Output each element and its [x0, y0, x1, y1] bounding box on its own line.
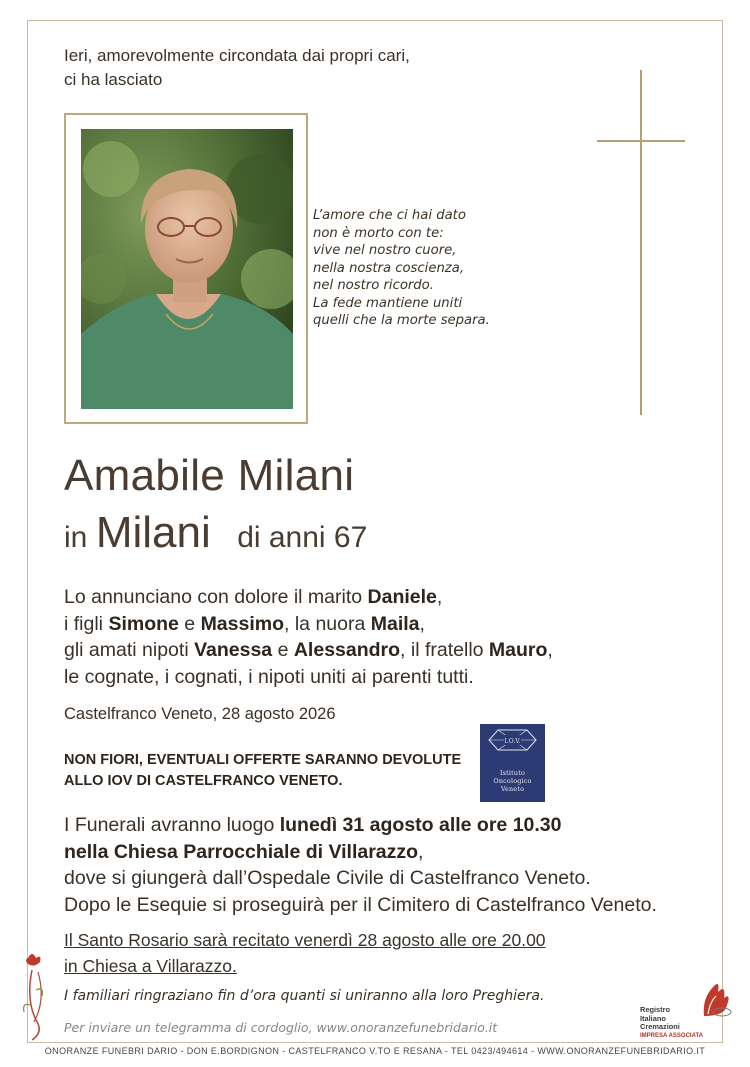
funeral-line-2: nella Chiesa Parrocchiale di Villarazzo, [64, 840, 424, 863]
funeral-church: nella Chiesa Parrocchiale di Villarazzo [64, 840, 419, 863]
age: di anni 67 [237, 521, 368, 554]
daughter-in-law-name: Maila [370, 612, 420, 635]
memorial-poem [313, 207, 490, 330]
in-word: in [64, 521, 88, 554]
funeral-line-4: Dopo le Esequie si proseguirà per il Cimitero di Castelfranco Veneto. [64, 893, 657, 916]
iov-line-1: Istituto [499, 769, 526, 777]
place-date: Castelfranco Veneto, 28 agosto 2026 [64, 705, 336, 723]
married-surname: Milani [95, 508, 211, 557]
deceased-name: Amabile Milani [64, 451, 355, 500]
iov-line-2: Oncologico [493, 777, 532, 785]
poem-line: quelli che la morte separa. [313, 313, 490, 328]
portrait-photo [81, 129, 293, 409]
announcement-line-2: i figli Simone e Massimo, la nuora Maila, [64, 612, 425, 635]
rit-logo [640, 978, 740, 1038]
cross-icon-horizontal [597, 140, 685, 142]
footer-text: ONORANZE FUNEBRI DARIO - DON E.BORDIGNON - CASTELFRANCO V.TO E RESANA - TEL 0423/494614 - WWW.ONORANZEFUNEBRIDARIO.IT [44, 1046, 706, 1056]
funeral-line-1: I Funerali avranno luogo lunedì 31 agosto alle ore 10.30 [64, 814, 562, 836]
poem-line: nella nostra coscienza, [313, 260, 465, 276]
iov-abbr: I.O.V. [504, 738, 521, 745]
iov-logo [480, 724, 545, 802]
announcement-line-1: Lo annunciano con dolore il marito Daniele, [64, 586, 443, 608]
brother-name: Mauro [488, 639, 548, 661]
rosary-info [64, 927, 546, 979]
no-flowers-notice [64, 750, 461, 792]
thanks-text: I familiari ringraziano fin d’ora quanti si uniranno alla loro Preghiera. [64, 988, 545, 1004]
son-name: Simone [108, 612, 179, 635]
rit-text: Registro Italiano Cremazioni [640, 1005, 680, 1032]
announcement [64, 584, 553, 690]
poem-line: L’amore che ci hai dato [313, 208, 466, 223]
iov-emblem-icon [480, 724, 545, 754]
rit-subtitle: IMPRESA ASSOCIATA [640, 1033, 704, 1039]
rosary-line-2: in Chiesa a Villarazzo. [64, 956, 237, 976]
no-flowers-line-1: NON FIORI, EVENTUALI OFFERTE SARANNO DEVOLUTE [64, 752, 462, 768]
intro-line-2: ci ha lasciato [64, 70, 163, 89]
husband-name: Daniele [367, 586, 437, 608]
funeral-line-3: dove si giungerà dall’Ospedale Civile di Castelfranco Veneto. [64, 867, 591, 889]
grandchild-name: Alessandro [293, 639, 401, 661]
poem-line: La fede mantiene uniti [313, 295, 463, 311]
grandchild-name: Vanessa [194, 639, 273, 661]
no-flowers-line-2: ALLO IOV DI CASTELFRANCO VENETO. [64, 773, 343, 789]
funeral-info [64, 812, 657, 918]
cross-icon-vertical [640, 70, 642, 415]
poem-line: vive nel nostro cuore, [313, 243, 457, 258]
poem-line: nel nostro ricordo. [313, 278, 434, 293]
intro-text [64, 44, 410, 92]
announcement-line-4: le cognate, i cognati, i nipoti uniti ai parenti tutti. [64, 665, 474, 688]
rosary-line-1: Il Santo Rosario sarà recitato venerdì 28 agosto alle ore 20.00 [64, 930, 546, 950]
poem-line: non è morto con te: [313, 225, 444, 241]
rit-emblem-icon [696, 978, 734, 1018]
intro-line-1: Ieri, amorevolmente circondata dai propri cari, [64, 46, 410, 65]
iov-line-3: Veneto [500, 785, 525, 793]
portrait-frame [64, 113, 308, 424]
telegram-link[interactable]: Per inviare un telegramma di cordoglio, www.onoranzefunebridario.it [64, 1020, 498, 1035]
married-name-line [64, 508, 367, 558]
son-name: Massimo [200, 612, 285, 635]
flower-icon [18, 950, 52, 1042]
funeral-datetime: lunedì 31 agosto alle ore 10.30 [279, 814, 562, 836]
announcement-line-3: gli amati nipoti Vanessa e Alessandro, il fratello Mauro, [64, 639, 553, 661]
